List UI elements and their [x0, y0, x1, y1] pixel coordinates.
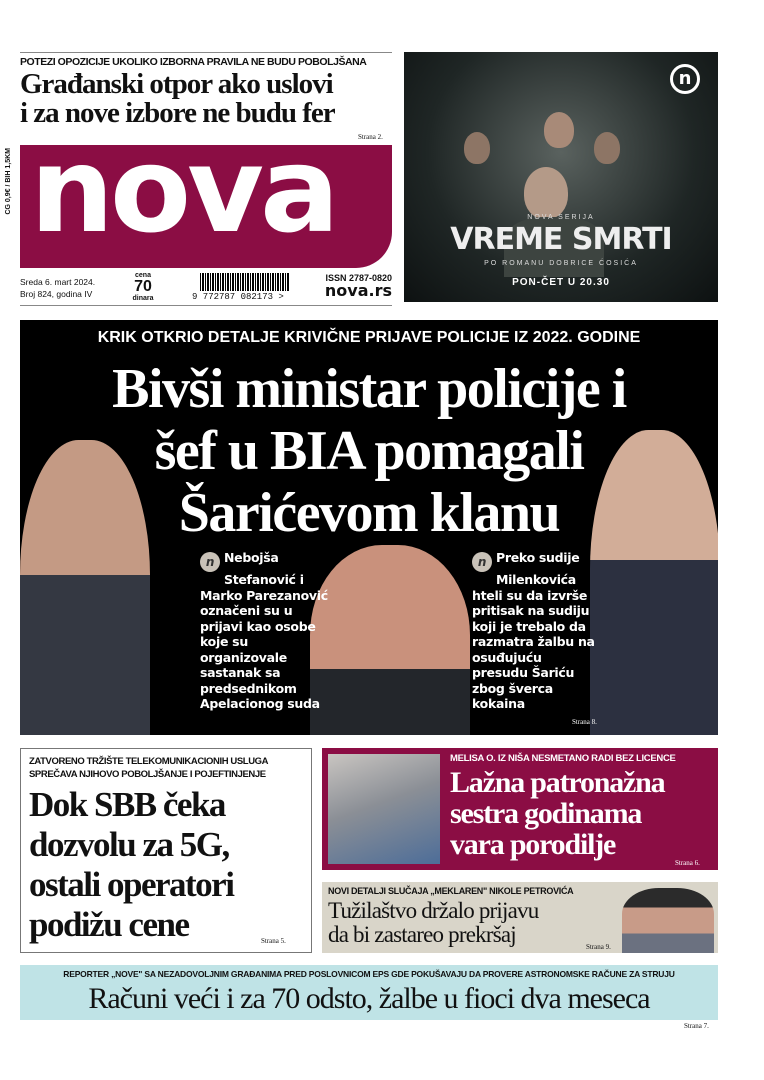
eps-kicker: REPORTER „NOVE" SA NEZADOVOLJNIM GRAĐANIMA PRED POSLOVNICOM EPS GDE POKUŠAVAJU DA PROVERE ASTRONOMSKE RAČUNE ZA STRUJU: [63, 969, 675, 979]
lead-story[interactable]: [20, 320, 718, 735]
mclaren-headline: Tužilaštvo držalo prijavu da bi zastareo prekršaj: [328, 898, 539, 947]
divider: [20, 305, 392, 306]
headline-line: Građanski otpor ako uslovi: [20, 68, 333, 100]
page-ref: Strana 2.: [358, 133, 383, 141]
top-story-kicker: POTEZI OPOZICIJE UKOLIKO IZBORNA PRAVILA NE BUDU POBOLJŠANA: [20, 56, 367, 68]
telecom-kicker: ZATVORENO TRŽIŠTE TELEKOMUNIKACIONIH USLUGA SPREČAVA NJIHOVO POBOLJŠANJE I POJEFTINJENJE: [29, 756, 269, 780]
lead-column-1: n Nebojša Stefanović i Marko Parezanović označeni su u prijavi kao osobe koje su organizovale sastanak sa predsednikom Apelacionog suda: [200, 550, 328, 711]
nurse-story[interactable]: [322, 748, 718, 870]
ad-title: VREME SMRTI: [450, 222, 672, 257]
tv-series-ad[interactable]: [404, 52, 718, 302]
mclaren-kicker: NOVI DETALJI SLUČAJA „MEKLAREN" NIKOLE PETROVIĆA: [328, 886, 574, 896]
foreign-price: CG 0,9€ / BIH 1,5KM: [5, 148, 12, 215]
website-link[interactable]: nova.rs: [324, 281, 392, 300]
price-value: 70: [134, 278, 152, 295]
barcode-number: 9 772787 082173 >: [192, 292, 284, 302]
page-ref: Strana 9.: [586, 943, 611, 951]
nova-tv-logo: n: [670, 64, 700, 94]
lead-headline: [20, 358, 718, 544]
price: [128, 272, 158, 302]
ad-photo-figure: [544, 112, 574, 148]
issn: ISSN 2787-0820: [325, 273, 392, 283]
eps-story[interactable]: [20, 965, 718, 1020]
mclaren-story[interactable]: [322, 882, 718, 953]
ad-schedule: PON-ČET U 20.30: [512, 277, 610, 288]
nova-bullet-icon: n: [200, 552, 220, 572]
page-ref: Strana 5.: [261, 937, 286, 945]
ad-photo-figure: [524, 167, 568, 219]
nurse-kicker: MELISA O. IZ NIŠA NESMETANO RADI BEZ LICENCE: [450, 753, 676, 764]
photo-saric: [310, 545, 470, 735]
page-ref: Strana 6.: [675, 859, 700, 867]
lead-kicker: KRIK OTKRIO DETALJE KRIVIČNE PRIJAVE POLICIJE IZ 2022. GODINE: [97, 329, 641, 346]
nurse-photo: [328, 754, 440, 864]
headline-line: šef u BIA pomagali: [154, 420, 584, 482]
price-label: cena: [135, 272, 151, 279]
telecom-story[interactable]: [20, 748, 312, 953]
price-currency: dinara: [132, 295, 154, 302]
ad-photo-figure: [464, 132, 490, 164]
nurse-headline: Lažna patronažna sestra godinama vara porodilje: [450, 766, 665, 861]
headline-line: Bivši ministar policije i: [112, 358, 626, 420]
headline-line: i za nove izbore ne budu fer: [20, 97, 335, 129]
issue-date: Sreda 6. mart 2024.: [20, 277, 96, 287]
headline-line: Šarićevom klanu: [178, 482, 560, 544]
page-ref: Strana 8.: [572, 718, 597, 726]
telecom-headline: Dok SBB čeka dozvolu za 5G, ostali operatori podižu cene: [29, 785, 234, 944]
ad-photo-figure: [594, 132, 620, 164]
petrovic-photo: [622, 888, 714, 953]
nova-bullet-icon: n: [472, 552, 492, 572]
divider: [20, 52, 392, 53]
barcode: [200, 273, 290, 291]
logo-text: nova: [30, 121, 336, 259]
ad-subtitle: NOVA SERIJA: [527, 214, 595, 221]
top-story-headline[interactable]: [20, 70, 335, 128]
ad-tagline: PO ROMANU DOBRICE ĆOSIĆA: [484, 260, 638, 267]
eps-headline: Računi veći i za 70 odsto, žalbe u fioci dva meseca: [88, 982, 650, 1015]
publication-ids: [296, 274, 392, 299]
issue-number: Broj 824, godina IV: [20, 289, 93, 299]
issue-info: [20, 276, 95, 300]
lead-column-2: n Preko sudije Milenkovića hteli su da izvrše pritisak na sudiju koji je trebalo da razmatra žalbu na osuđujuću presudu Šariću zbog šverca kokaina: [472, 550, 595, 711]
page-ref: Strana 7.: [684, 1022, 709, 1030]
